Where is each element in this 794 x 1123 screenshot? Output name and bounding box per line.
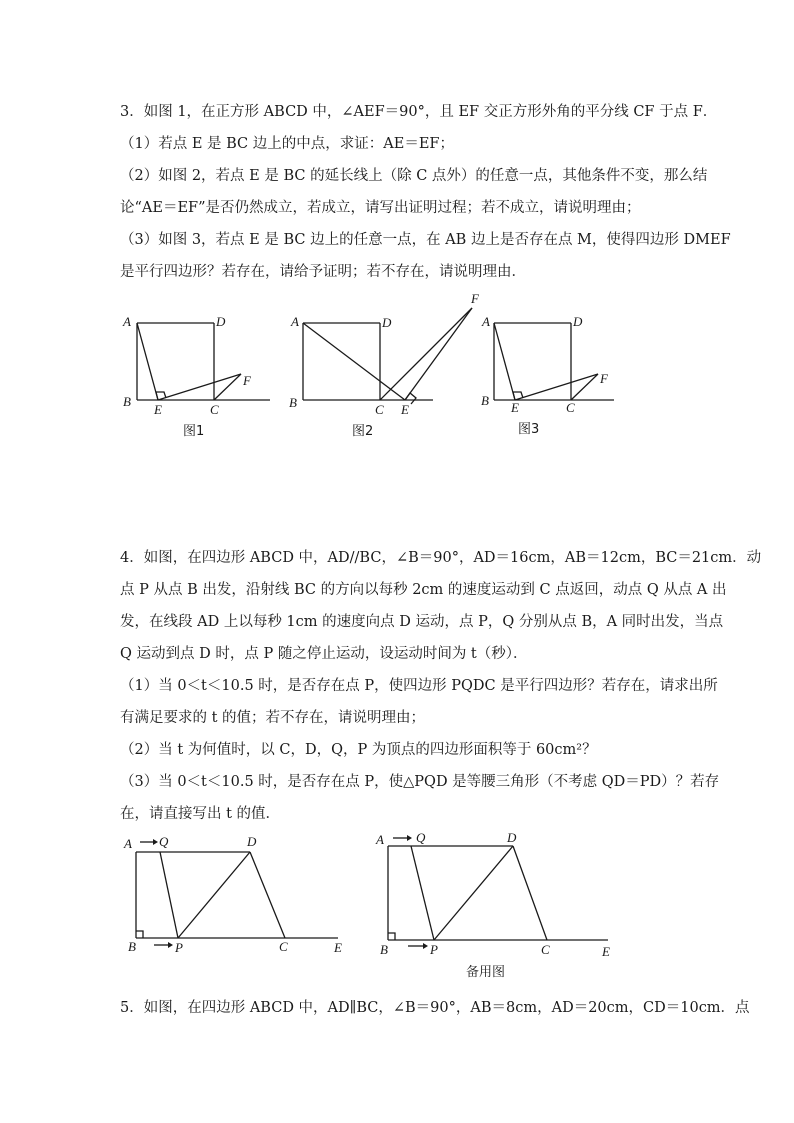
q3-part3-line2: 是平行四边形？若存在，请给予证明；若不存在，请说明理由． bbox=[120, 264, 526, 280]
q4-line4: Q 运动到点 D 时，点 P 随之停止运动，设运动时间为 t（秒）． bbox=[120, 646, 528, 662]
fig3-caption: 图3 bbox=[518, 422, 540, 437]
fig1-label-d: D bbox=[216, 314, 226, 329]
spare-label-e: E bbox=[602, 944, 610, 959]
q4-label-c: C bbox=[279, 939, 288, 954]
q3-stem: 3．如图 1，在正方形 ABCD 中，∠AEF＝90°，且 EF 交正方形外角的平分线 CF 于点 F． bbox=[120, 104, 718, 120]
fig2-label-e: E bbox=[401, 402, 409, 417]
spare-label-p: P bbox=[430, 942, 438, 957]
q3-part3-line1: （3）如图 3，若点 E 是 BC 边上的任意一点，在 AB 边上是否存在点 M，使得四边形 DMEF bbox=[120, 232, 731, 248]
spare-label-a: A bbox=[376, 832, 384, 847]
q3-figure-3 bbox=[478, 305, 628, 440]
spare-label-q: Q bbox=[416, 830, 426, 845]
q4-label-b: B bbox=[128, 939, 136, 954]
fig2-label-a: A bbox=[291, 314, 299, 329]
fig1-label-c: C bbox=[210, 402, 219, 417]
spare-label-d: D bbox=[507, 830, 517, 845]
fig3-label-f: F bbox=[600, 371, 608, 386]
fig3-label-e: E bbox=[511, 400, 519, 415]
fig3-label-b: B bbox=[481, 393, 489, 408]
fig1-label-a: A bbox=[123, 314, 131, 329]
fig2-label-d: D bbox=[382, 315, 392, 330]
spare-label-b: B bbox=[380, 942, 388, 957]
fig1-label-b: B bbox=[123, 394, 131, 409]
fig2-label-b: B bbox=[289, 395, 297, 410]
q3-figure-1 bbox=[115, 305, 285, 440]
q3-part2-line1: （2）如图 2，若点 E 是 BC 的延长线上（除 C 点外）的任意一点，其他条件不变，那么结 bbox=[120, 168, 708, 184]
q4-label-q: Q bbox=[159, 834, 169, 849]
fig2-caption: 图2 bbox=[352, 424, 374, 439]
q4-part3-line2: 在，请直接写出 t 的值． bbox=[120, 806, 281, 822]
q4-label-p: P bbox=[175, 940, 183, 955]
q4-part3-line1: （3）当 0＜t＜10.5 时，是否存在点 P，使△PQD 是等腰三角形（不考虑 QD＝PD）？若存 bbox=[120, 774, 720, 790]
spare-label-c: C bbox=[541, 942, 550, 957]
spare-figure-caption: 备用图 bbox=[466, 965, 506, 980]
fig2-label-c: C bbox=[375, 402, 384, 417]
q4-label-e: E bbox=[334, 940, 342, 955]
q5-line1: 5．如图，在四边形 ABCD 中，AD∥BC，∠B＝90°，AB＝8cm，AD＝20cm，CD＝10cm．点 bbox=[120, 1000, 750, 1016]
fig3-label-d: D bbox=[573, 314, 583, 329]
q4-line3: 发，在线段 AD 上以每秒 1cm 的速度向点 D 运动，点 P，Q 分别从点 B，A 同时出发，当点 bbox=[120, 614, 724, 630]
q4-figure bbox=[118, 828, 358, 958]
fig3-label-a: A bbox=[482, 314, 490, 329]
q4-part2: （2）当 t 为何值时，以 C，D，Q，P 为顶点的四边形面积等于 60cm²？ bbox=[120, 742, 597, 758]
q4-line1: 4．如图，在四边形 ABCD 中，AD//BC，∠B＝90°，AD＝16cm，AB＝12cm，BC＝21cm．动 bbox=[120, 550, 762, 566]
q3-part2-line2: 论“AE＝EF”是否仍然成立，若成立，请写出证明过程；若不成立，请说明理由； bbox=[120, 200, 641, 216]
q4-line2: 点 P 从点 B 出发，沿射线 BC 的方向以每秒 2cm 的速度运动到 C 点返回，动点 Q 从点 A 出 bbox=[120, 582, 727, 598]
q4-part1-line1: （1）当 0＜t＜10.5 时，是否存在点 P，使四边形 PQDC 是平行四边形？若存在，请求出所 bbox=[120, 678, 718, 694]
q4-part1-line2: 有满足要求的 t 的值；若不存在，请说明理由； bbox=[120, 710, 426, 726]
q3-figure-2 bbox=[285, 290, 485, 440]
fig1-label-e: E bbox=[154, 402, 162, 417]
q4-label-a: A bbox=[124, 836, 132, 851]
fig2-label-f: F bbox=[471, 291, 479, 306]
q4-label-d: D bbox=[247, 834, 257, 849]
fig1-label-f: F bbox=[243, 373, 251, 388]
q3-part1: （1）若点 E 是 BC 边上的中点，求证：AE＝EF； bbox=[120, 136, 454, 152]
fig3-label-c: C bbox=[566, 400, 575, 415]
q4-spare-figure bbox=[366, 822, 616, 984]
fig1-caption: 图1 bbox=[183, 424, 205, 439]
